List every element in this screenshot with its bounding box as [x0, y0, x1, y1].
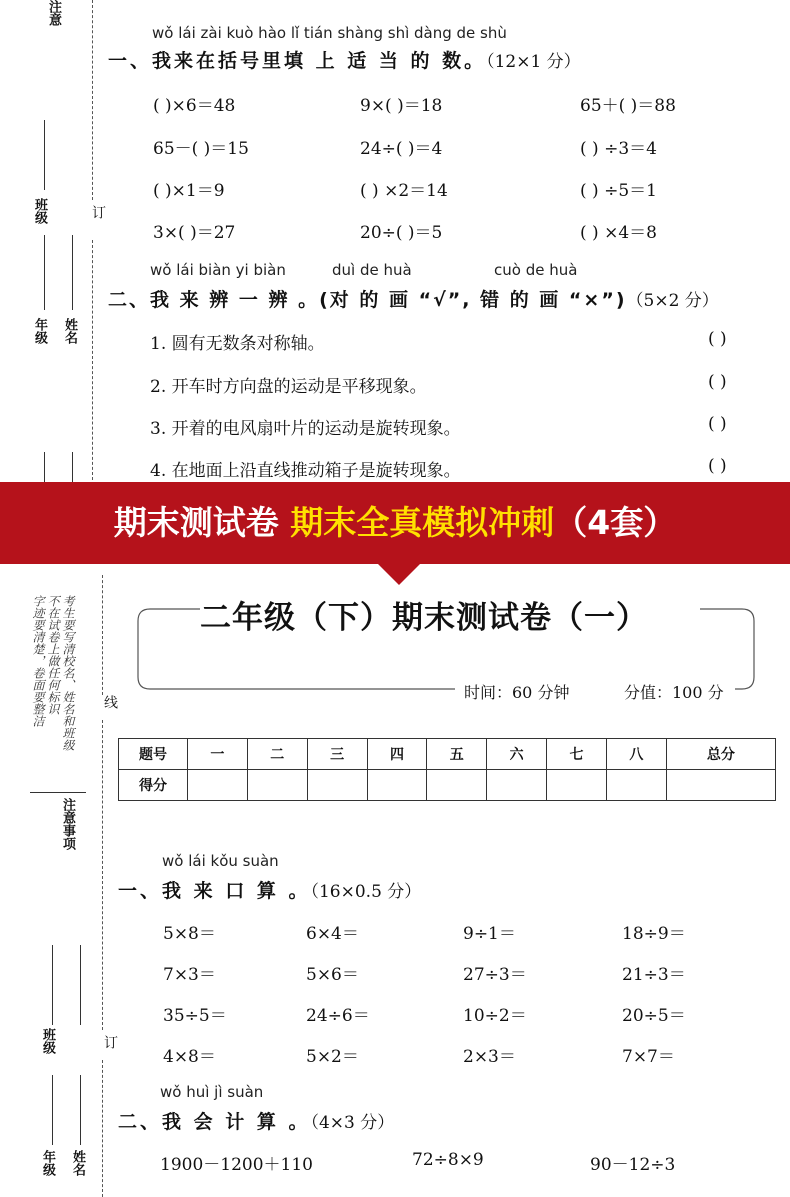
margin-line [44, 452, 45, 482]
score-cell[interactable] [666, 770, 775, 801]
answer-paren: ( ) [708, 329, 727, 349]
oral-question: 9÷1＝ [463, 924, 516, 944]
bottom-sec1-title: 一、我 来 口 算 。（16×0.5 分） [118, 880, 422, 902]
score-cell[interactable] [427, 770, 487, 801]
binding-line-mark: 线 [102, 695, 118, 709]
oral-question: 24÷6＝ [306, 1006, 370, 1026]
fill-question: ( ) ×4＝8 [580, 223, 657, 243]
margin-name-label: 姓名 [70, 1150, 85, 1176]
score-table-header: 一 [188, 739, 248, 770]
exam-notes [30, 595, 75, 790]
fill-question: ( ) ÷5＝1 [580, 181, 657, 201]
oral-question: 5×6＝ [306, 965, 359, 985]
margin-line [72, 452, 73, 482]
binding-dashed-line [102, 575, 103, 695]
binding-dashed-line [102, 1060, 103, 1197]
fill-question: 65＋( )＝88 [580, 96, 676, 116]
fill-question: 3×( )＝27 [153, 223, 236, 243]
exam-note: 考生要写清校名、姓名和班级 [61, 595, 75, 751]
calc-question: 90－12÷3 [590, 1155, 676, 1175]
exam-value: 分值：100 分 [624, 683, 724, 702]
score-table-header: 三 [307, 739, 367, 770]
fill-question: 24÷( )＝4 [360, 139, 443, 159]
sec1-pinyin: wǒ lái zài kuò hào lǐ tián shàng shì dàng de shù [152, 24, 507, 42]
oral-question: 6×4＝ [306, 924, 359, 944]
sec2-pinyin-1: wǒ lái biàn yi biàn [150, 261, 286, 279]
sec2-pinyin-3: cuò de huà [494, 261, 578, 279]
sec1-title: 一、我来在括号里填 上 适 当 的 数。（12×1 分） [108, 50, 581, 72]
score-table-header: 四 [367, 739, 427, 770]
score-table-header: 八 [606, 739, 666, 770]
binding-dashed-line [92, 240, 93, 480]
margin-notice-label: 注意 [46, 0, 61, 26]
oral-question: 10÷2＝ [463, 1006, 527, 1026]
judge-item: 1. 圆有无数条对称轴。 [150, 334, 325, 354]
fill-question: 20÷( )＝5 [360, 223, 443, 243]
binding-dashed-line [102, 720, 103, 1030]
judge-item: 2. 开车时方向盘的运动是平移现象。 [150, 377, 427, 397]
margin-line [52, 1075, 53, 1145]
oral-question: 2×3＝ [463, 1047, 516, 1067]
banner-arrow [377, 563, 421, 585]
margin-line [80, 1075, 81, 1145]
fill-question: ( )×1＝9 [153, 181, 225, 201]
oral-question: 18÷9＝ [622, 924, 686, 944]
score-table-score-row [119, 770, 776, 801]
fill-question: ( )×6＝48 [153, 96, 236, 116]
score-table-header: 七 [547, 739, 607, 770]
bottom-sec1-pinyin: wǒ lái kǒu suàn [162, 852, 279, 870]
binding-dashed-line [92, 0, 93, 200]
oral-question: 5×8＝ [163, 924, 216, 944]
oral-question: 7×7＝ [622, 1047, 675, 1067]
score-cell[interactable] [188, 770, 248, 801]
score-table-header: 题号 [119, 739, 188, 770]
answer-paren: ( ) [708, 372, 727, 392]
calc-question: 72÷8×9 [412, 1150, 484, 1170]
binding-mark: 订 [90, 205, 106, 219]
margin-name-label: 姓名 [62, 318, 77, 344]
sec2-title: 二、我 来 辨 一 辨 。(对 的 画 “√”, 错 的 画 “×”)（5×2 分） [108, 289, 719, 311]
score-cell[interactable] [307, 770, 367, 801]
bottom-sec2-pinyin: wǒ huì jì suàn [160, 1083, 264, 1101]
sec2-pinyin-2: duì de huà [332, 261, 412, 279]
oral-question: 35÷5＝ [163, 1006, 227, 1026]
margin-line [80, 945, 81, 1025]
judge-item: 4. 在地面上沿直线推动箱子是旋转现象。 [150, 461, 461, 481]
score-cell[interactable] [247, 770, 307, 801]
score-cell[interactable] [547, 770, 607, 801]
score-table-header: 六 [487, 739, 547, 770]
exam-note: 不在试卷上做任何标识 [46, 595, 60, 715]
fill-question: 65－( )＝15 [153, 139, 249, 159]
margin-line [72, 235, 73, 310]
margin-line [44, 120, 45, 190]
judge-item: 3. 开着的电风扇叶片的运动是旋转现象。 [150, 419, 461, 439]
score-row-label: 得分 [119, 770, 188, 801]
answer-paren: ( ) [708, 414, 727, 434]
oral-question: 20÷5＝ [622, 1006, 686, 1026]
promo-banner-text: 期末测试卷 期末全真模拟冲刺（4套） [113, 503, 677, 542]
calc-question: 1900－1200＋110 [160, 1155, 313, 1175]
margin-grade-label: 年级 [32, 318, 47, 344]
bottom-sec2-title: 二、我 会 计 算 。（4×3 分） [118, 1111, 395, 1133]
oral-question: 7×3＝ [163, 965, 216, 985]
fill-question: ( ) ×2＝14 [360, 181, 448, 201]
binding-mark: 订 [102, 1035, 118, 1049]
margin-line [44, 235, 45, 310]
oral-question: 21÷3＝ [622, 965, 686, 985]
score-table-header: 五 [427, 739, 487, 770]
margin-notice-label: 注意事项 [60, 798, 75, 850]
exam-time: 时间：60 分钟 [464, 683, 570, 702]
margin-grade-label: 年级 [40, 1150, 55, 1176]
oral-question: 27÷3＝ [463, 965, 527, 985]
score-table-header: 二 [247, 739, 307, 770]
oral-question: 4×8＝ [163, 1047, 216, 1067]
margin-class-label: 班级 [32, 198, 47, 224]
score-table-header-row [119, 739, 776, 770]
score-table-header: 总分 [666, 739, 775, 770]
paper-title: 二年级（下）期末测试卷（一） [200, 600, 648, 636]
score-table [118, 738, 776, 801]
fill-question: 9×( )＝18 [360, 96, 443, 116]
margin-line [52, 945, 53, 1025]
notes-divider [30, 792, 86, 793]
answer-paren: ( ) [708, 456, 727, 476]
fill-question: ( ) ÷3＝4 [580, 139, 657, 159]
score-cell[interactable] [606, 770, 666, 801]
margin-class-label: 班级 [40, 1028, 55, 1054]
oral-question: 5×2＝ [306, 1047, 359, 1067]
exam-note: 字迹要清楚，卷面要整洁 [31, 595, 45, 727]
score-cell[interactable] [487, 770, 547, 801]
score-cell[interactable] [367, 770, 427, 801]
